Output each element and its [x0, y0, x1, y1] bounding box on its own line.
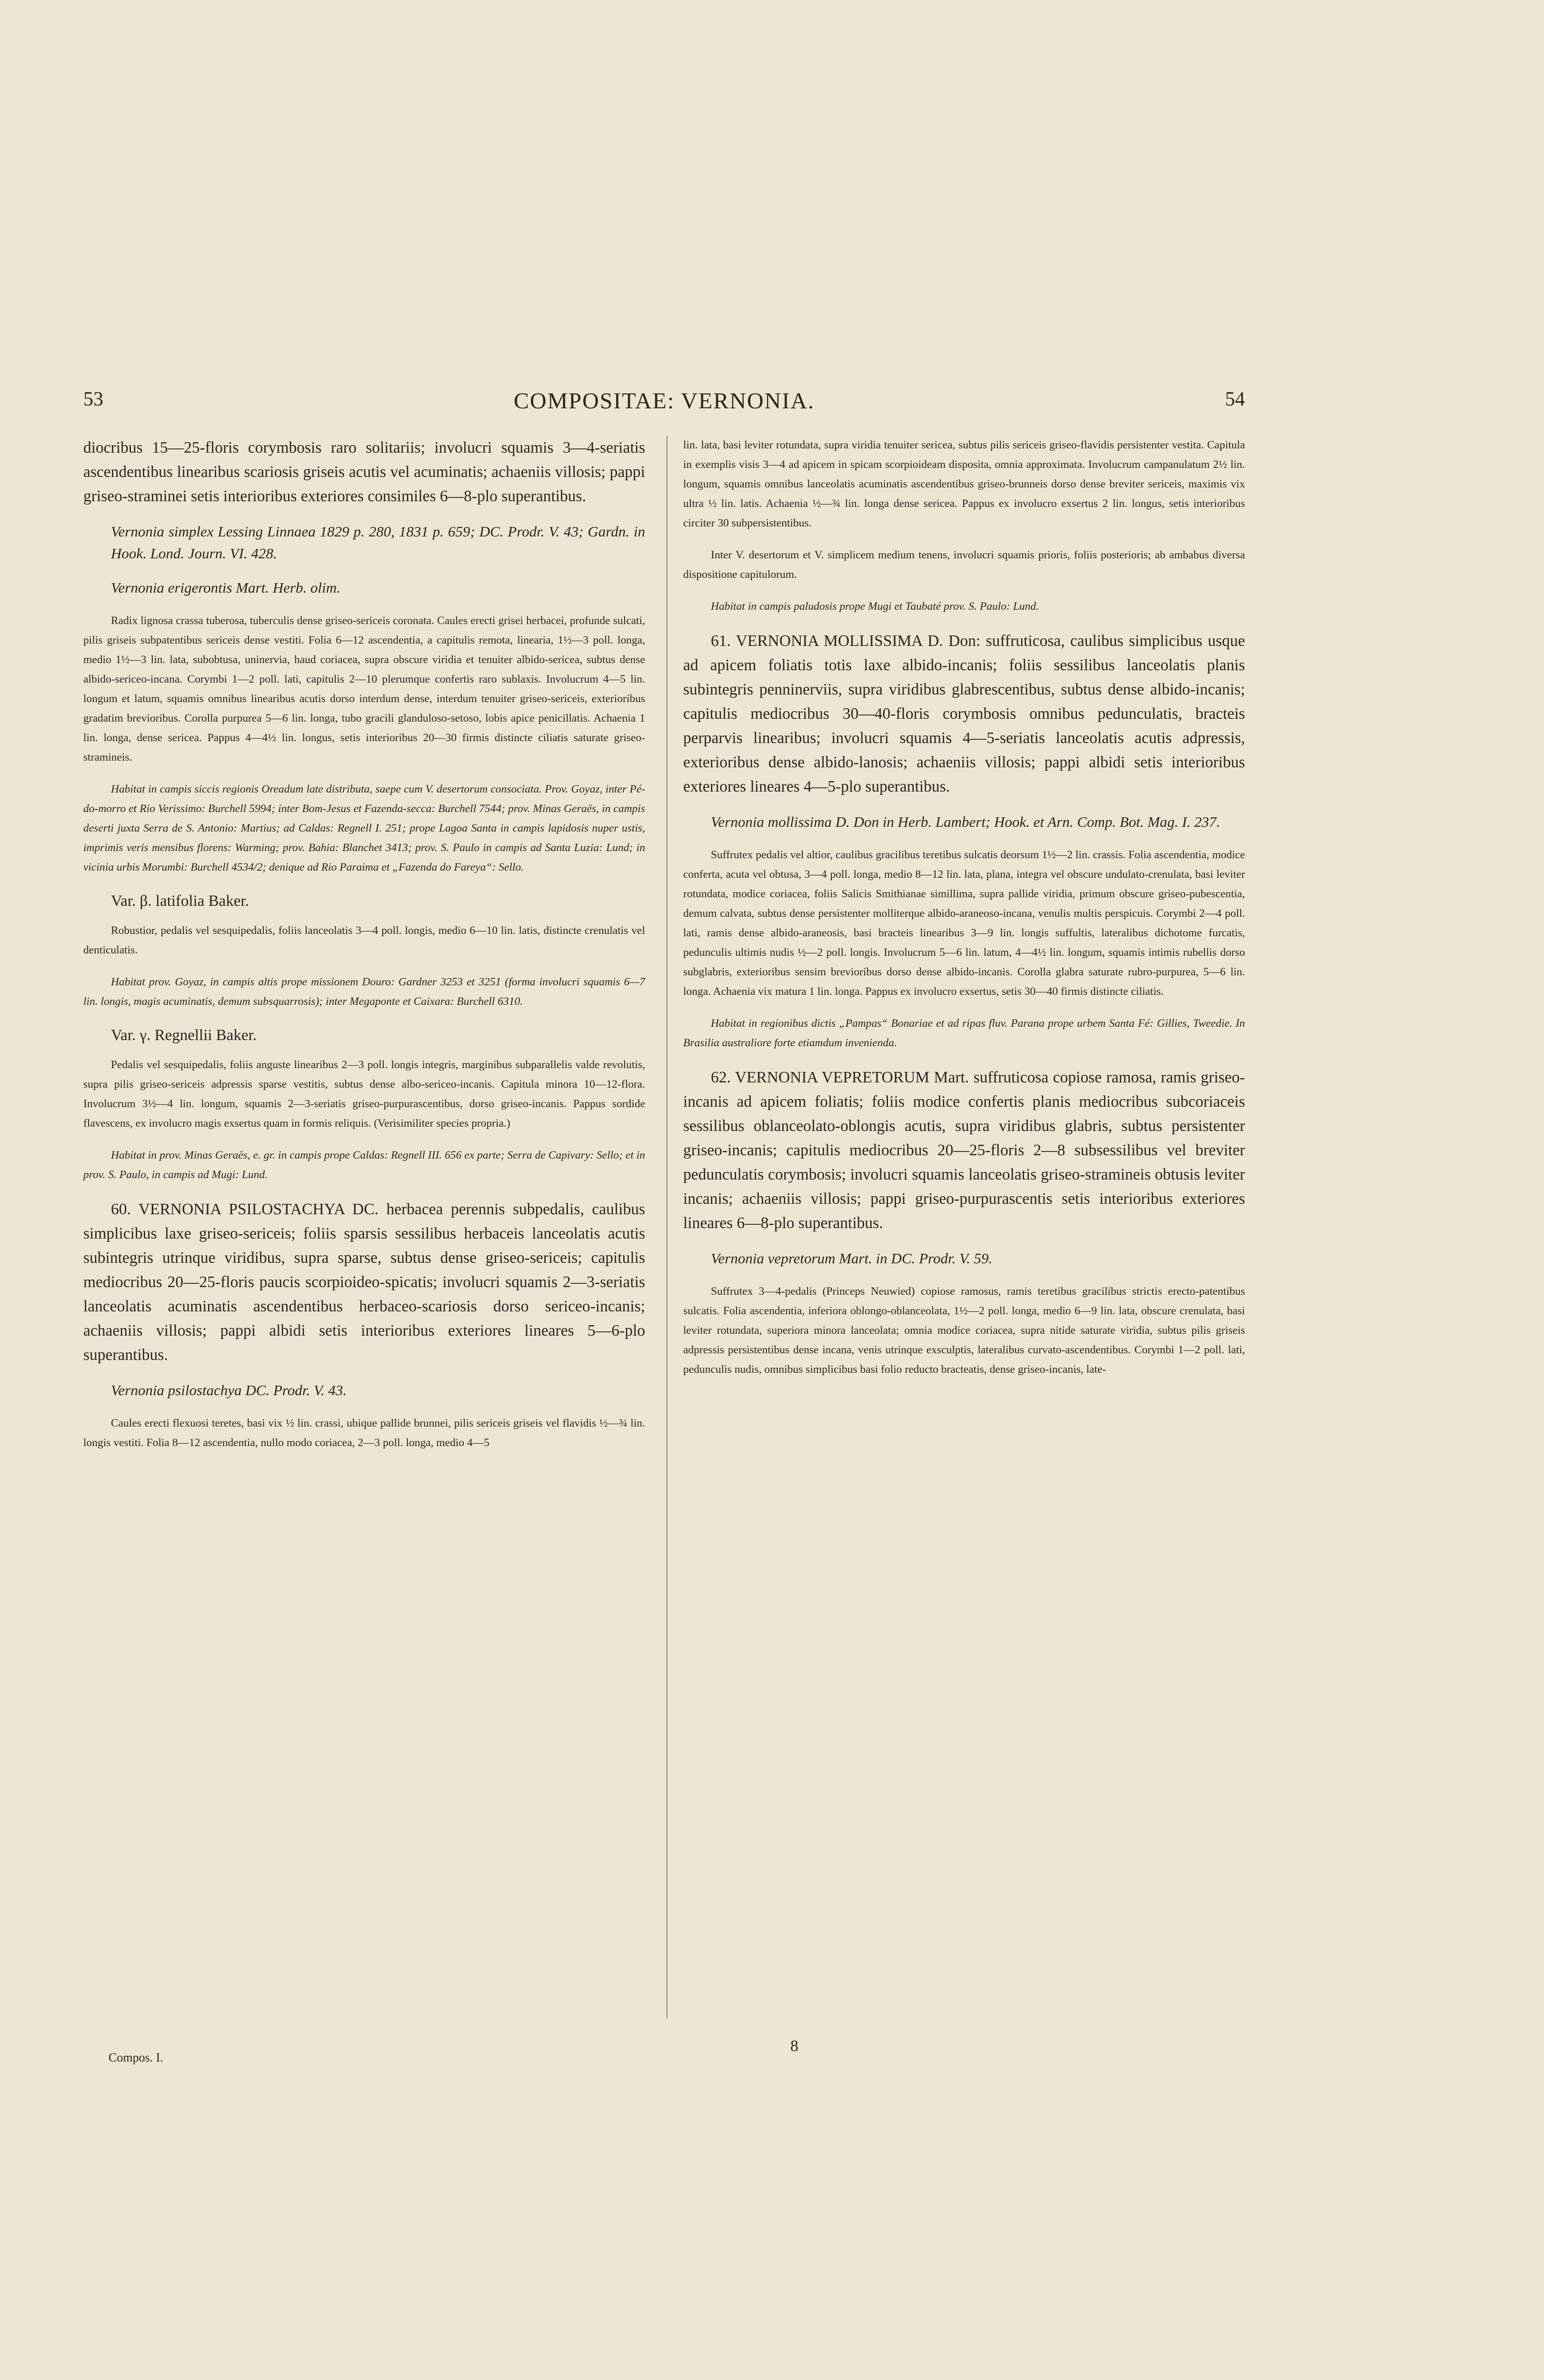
species-62-description: Suffrutex 3—4-pedalis (Princeps Neuwied) copiose ramosus, ramis teretibus gracilibus strictis erecto-patentibus sulcatis. Folia ascendentia, inferiora oblongo-oblanceolata, 1½—2 poll. longa, medio 6—9 lin. lata, obscure crenulata, basi leviter rotundata, superiora minora lanceolata; omnia modice coriacea, supra nitide saturate viridia, subtus pilis griseis adpressis persistentibus dense incana, venis utrinque exsculptis, lateralibus curvato-ascendentibus. Corymbi 1—2 poll. lati, pedunculis nudis, omnibus simplicibus basi folio reducto bracteatis, dense griseo-incanis, late-: [683, 1285, 1245, 1376]
species-61-synonym: Vernonia mollissima D. Don in Herb. Lambert; Hook. et Arn. Comp. Bot. Mag. I. 237.: [711, 813, 1220, 830]
species-60-description-continued: lin. lata, basi leviter rotundata, supra viridia tenuiter sericea, subtus pilis sericeis griseo-flavidis persistenter vestita. Capitula in exemplis visis 3—4 ad apicem in spicam scorpioideam disposita, omnia approximata. Involucrum campanulatum 2½ lin. longum, squamis omnibus lanceolatis acuminatis ascendentibus griseo-brunneis dorso dense breviter sericeis, maximis vix ultra ½ lin. latis. Achaenia ½—¾ lin. longa dense sericea. Pappus ex involucro exsertus 2 lin. longus, setis interioribus circiter 30 subpersistentibus.: [683, 439, 1245, 529]
variety-beta-heading: Var. β. latifolia Baker.: [111, 892, 249, 910]
species-61-habitat: Habitat in regionibus dictis „Pampas“ Bonariae et ad ripas fluv. Parana prope urbem Santa Fé: Gillies, Tweedie. In Brasilia australiore forte etiamdum invenienda.: [683, 1017, 1245, 1049]
description-paragraph: Radix lignosa crassa tuberosa, tuberculis dense griseo-sericeis coronata. Caules erecti grisei herbacei, profunde sulcati, pilis griseis subpatentibus sericeis dense vestiti. Folia 6—12 ascendentia, a capitulis remota, linearia, 1½—3 poll. longa, medio 1½—3 lin. lata, subobtusa, uninervia, haud coriacea, supra obscure viridia et tenuiter albido-sericea, subtus dense albido-sericeo-incana. Corymbi 1—2 poll. lati, capitulis 2—10 plerumque confertis raro sublaxis. Involucrum 4—5 lin. longum et latum, squamis omnibus linearibus acutis dorso interdum dense, interdum tenuiter griseo-sericeis, exterioribus gradatim brevioribus. Corolla purpurea 5—6 lin. longa, tubo gracili glanduloso-setoso, lobis apice penicillatis. Achaenia 1 lin. longa, dense sericea. Pappus 4—4½ lin. longus, setis interioribus 20—30 firmis distincte ciliatis saturate griseo-stramineis.: [83, 615, 645, 764]
species-60-description: Caules erecti flexuosi teretes, basi vix ½ lin. crassi, ubique pallide brunnei, pilis sericeis griseis vel flavidis ½—¾ lin. longis vestiti. Folia 8—12 ascendentia, nullo modo coriacea, 2—3 poll. longa, medio 4—5: [83, 1417, 645, 1449]
running-header: [83, 388, 1245, 426]
habitat-paragraph: Habitat in campis siccis regionis Oreadum late distributa, saepe cum V. desertorum consociata. Prov. Goyaz, inter Pé-do-morro et Rio Verissimo: Burchell 5994; inter Bom-Jesus et Fazenda-secca: Burchell 7544; prov. Minas Geraës, in campis deserti juxta Serra de S. Antonio: Martius; ad Caldas: Regnell I. 251; prope Lagoa Santa in campis lapidosis nuper ustis, imprimis veris mensibus florens: Warming; prov. Bahia: Blanchet 3413; prov. S. Paulo in campis ad Santa Luzia: Lund; in vicinia urbis Morumbi: Burchell 4534/2; denique ad Rio Paraima et „Fazenda do Fareya“: Sello.: [83, 783, 645, 873]
running-title: COMPOSITAE: VERNONIA.: [514, 388, 815, 414]
species-61-diagnosis: 61. VERNONIA MOLLISSIMA D. Don: suffruticosa, caulibus simplicibus usque ad apicem foliatis totis laxe albido-incanis; foliis sessilibus lanceolatis planis subintegris penninerviis, supra viridibus glabrescentibus, subtus dense albido-incanis; capitulis mediocribus 30—40-floris corymbosis omnibus pedunculatis, bracteis perparvis linearibus; involucri squamis 4—5-seriatis lanceolatis acutis adpressis, exterioribus dense albido-lanosis; achaeniis villosis; pappi albidi setis interioribus exteriores lineares 4—5-plo superantibus.: [683, 632, 1245, 795]
diagnosis-continued: diocribus 15—25-floris corymbosis raro solitariis; involucri squamis 3—4-seriatis ascendentibus linearibus scariosis griseis acutis vel acuminatis; achaeniis villosis; pappi griseo-straminei setis interioribus exteriores consimiles 6—8-plo superantibus.: [83, 439, 645, 505]
synonym-vernonia-simplex: Vernonia simplex Lessing Linnaea 1829 p. 280, 1831 p. 659; DC. Prodr. V. 43; Gardn. in Hook. Lond. Journ. VI. 428.: [111, 523, 645, 562]
sheet-signature-number: 8: [790, 2037, 798, 2055]
species-60-affinity-note: Inter V. desertorum et V. simplicem medium tenens, involucri squamis prioris, foliis posterioris; ab ambabus diversa dispositione capitulorum.: [683, 549, 1245, 581]
footer-signature-text: Compos. I.: [109, 2051, 163, 2064]
left-column: [83, 436, 645, 1465]
variety-beta-description: Robustior, pedalis vel sesquipedalis, foliis lanceolatis 3—4 poll. longis, medio 6—10 lin. latis, distincte crenulatis vel denticulatis.: [83, 924, 645, 956]
species-62-synonym: Vernonia vepretorum Mart. in DC. Prodr. V. 59.: [711, 1250, 993, 1267]
right-column: [683, 436, 1245, 1392]
species-60-habitat: Habitat in campis paludosis prope Mugi et Taubaté prov. S. Paulo: Lund.: [711, 600, 1039, 613]
species-60-synonym: Vernonia psilostachya DC. Prodr. V. 43.: [111, 1382, 347, 1398]
variety-gamma-heading: Var. γ. Regnellii Baker.: [111, 1027, 257, 1044]
page-number-left: 53: [83, 388, 103, 410]
variety-gamma-habitat: Habitat in prov. Minas Geraës, e. gr. in campis prope Caldas: Regnell III. 656 ex parte; Serra de Capivary: Sello; et in prov. S. Paulo, in campis ad Mugi: Lund.: [83, 1149, 645, 1181]
variety-beta-habitat: Habitat prov. Goyaz, in campis altis prope missionem Douro: Gardner 3253 et 3251 (forma involucri squamis 6—7 lin. longis, magis acuminatis, demum subsquarrosis); inter Megaponte et Caixara: Burchell 6310.: [83, 976, 645, 1008]
species-60-diagnosis: 60. VERNONIA PSILOSTACHYA DC. herbacea perennis subpedalis, caulibus simplicibus laxe griseo-sericeis; foliis sparsis sessilibus herbaceis lanceolatis acutis subintegris utrinque viridibus, supra sparse, subtus dense griseo-sericeis; capitulis mediocribus 20—25-floris paucis scorpioideo-spicatis; involucri squamis 2—3-seriatis lanceolatis acuminatis ascendentibus herbaceo-scariosis dorso sericeo-incanis; achaeniis villosis; pappi albidi setis interioribus exteriores lineares 5—6-plo superantibus.: [83, 1200, 645, 1364]
species-62-diagnosis: 62. VERNONIA VEPRETORUM Mart. suffruticosa copiose ramosa, ramis griseo-incanis ad apicem foliatis; foliis modice confertis planis mediocribus subcoriaceis sessilibus oblanceolato-oblongis acutis, supra viridibus glabris, subtus persistenter griseo-incanis; capitulis mediocribus 20—25-floris 2—8 subsessilibus vel breviter pedunculatis corymbosis; involucri squamis lanceolatis griseo-stramineis obtusis leviter incanis; achaeniis villosis; pappi griseo-purpurascentis setis interioribus exteriores lineares 6—8-plo superantibus.: [683, 1069, 1245, 1232]
synonym-vernonia-erigerontis: Vernonia erigerontis Mart. Herb. olim.: [111, 579, 340, 596]
species-61-description: Suffrutex pedalis vel altior, caulibus gracilibus teretibus sulcatis deorsum 1½—2 lin. crassis. Folia ascendentia, modice conferta, acuta vel obtusa, 3—4 poll. longa, medio 8—12 lin. lata, plana, integra vel obscure undulato-crenulata, basi leviter rotundata, modice coriacea, foliis Salicis Smithianae simillima, supra pallide viridia, primum obscure griseo-pubescentia, demum calvata, subtus dense persistenter molliterque albido-araneoso-incana, venulis multis perspicuis. Corymbi 2—4 poll. lati, ramis dense albido-araneosis, basi bracteis linearibus 3—9 lin. longis suffultis, lateralibus dichotome furcatis, pedunculis ultimis nudis ½—2 poll. longis. Involucrum 5—6 lin. latum, 4—4½ lin. longum, squamis intimis rubellis dorso subglabris, exterioribus sensim brevioribus dorso dense albido-incanis. Corolla glabra saturate rubro-purpurea, 5—6 lin. longa. Achaenia vix matura 1 lin. longa. Pappus ex involucro exsertus, setis 30—40 firmis distincte ciliatis.: [683, 849, 1245, 998]
page-number-right: 54: [1225, 388, 1245, 410]
variety-gamma-description: Pedalis vel sesquipedalis, foliis anguste linearibus 2—3 poll. longis integris, marginibus subparallelis valde revolutis, supra pilis griseo-sericeis adpressis sparse vestitis, subtus dense albo-sericeo-incanis. Capitula minora 10—12-flora. Involucrum 3½—4 lin. longum, squamis 2—3-seriatis griseo-purpurascentibus, dorso griseo-incanis. Pappus sordide flavescens, ex involucro magis exsertus quam in formis reliquis. (Verisimiliter species propria.): [83, 1059, 645, 1130]
